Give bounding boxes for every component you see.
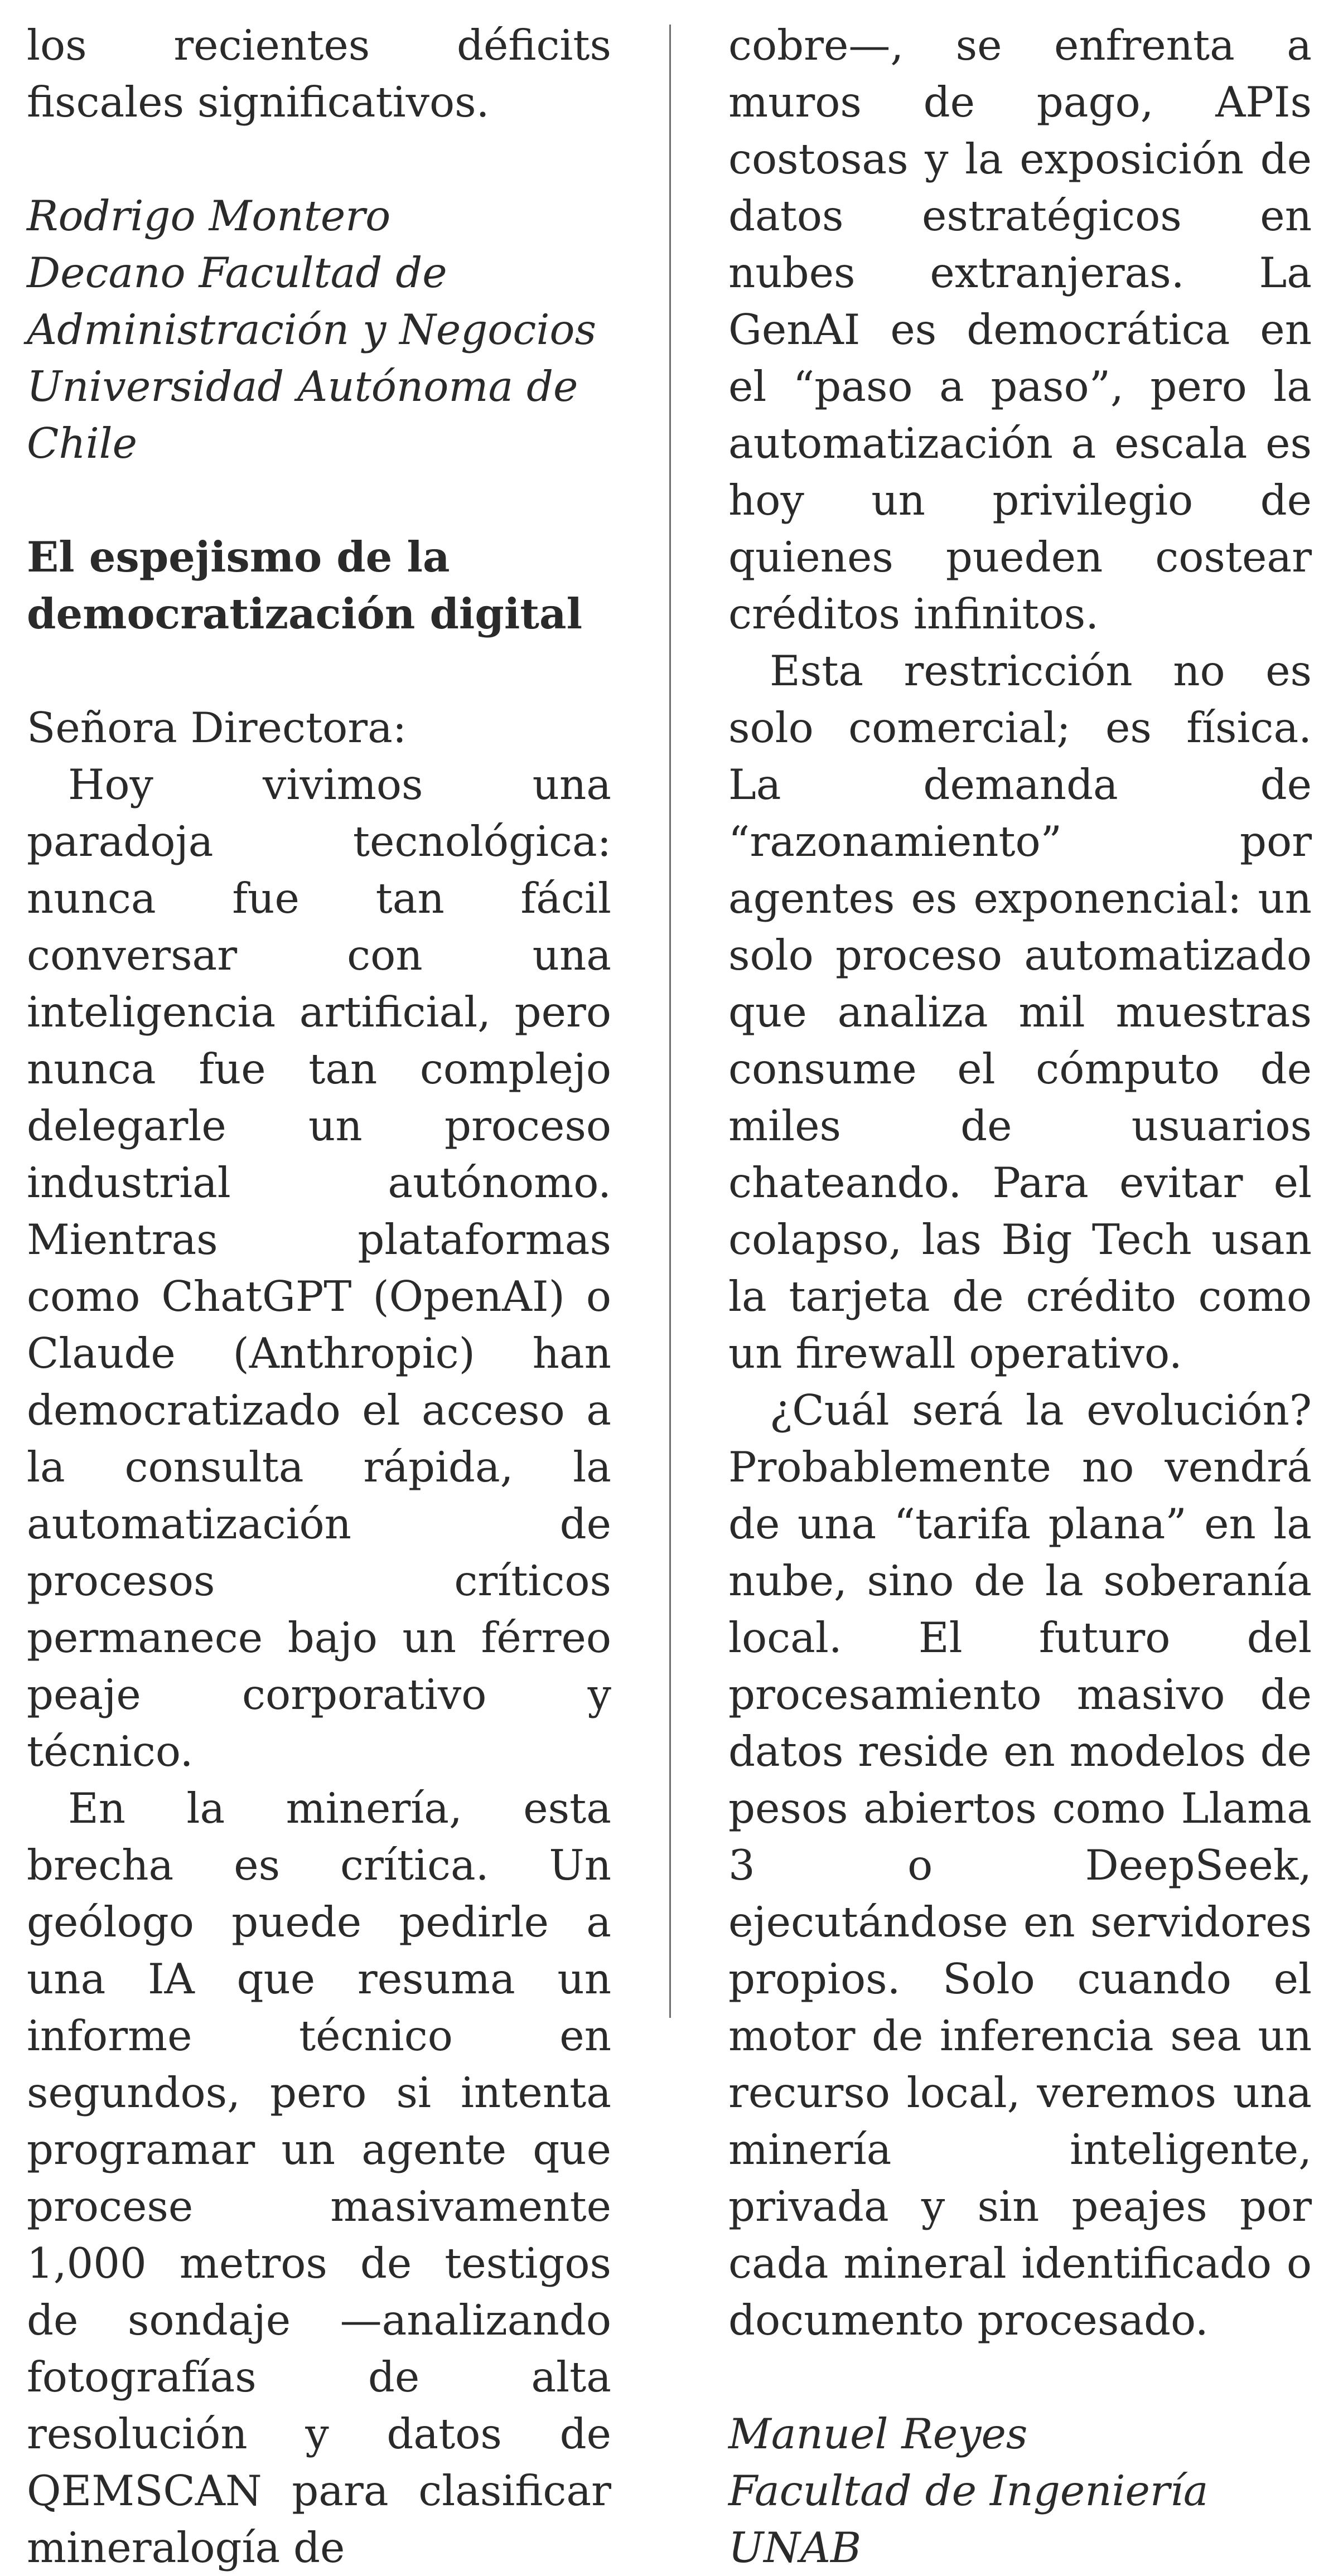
paragraph-1: Hoy vivimos una paradoja tecnológica: nunca fue tan fácil conversar con una inteligencia artificial, pero nunca fue tan complejo delegarle un proceso industrial autónomo. Mientras plataformas como ChatGPT (OpenAI) o Claude (Anthropic) han democratizado el acceso a la consulta rápida, la automatización de procesos críticos permanece bajo un férreo peaje corporativo y técnico. [27,760,611,1776]
letter-title: El espejismo de la democratización digital [27,532,583,638]
salutation: Señora Directora: [27,703,407,752]
left-column [27,17,611,2576]
paragraph-4: ¿Cuál será la evolución? Probablemente no vendrá de una “tarifa plana” en la nube, sino de la soberanía local. El futuro del procesamiento masivo de datos reside en modelos de pesos abiertos como Llama 3 o DeepSeek, ejecutándose en servidores propios. Solo cuando el motor de inferencia sea un recurso local, veremos una minería inteligente, privada y sin peajes por cada mineral identificado o documento procesado. [728,1386,1312,2345]
signature-name: Manuel Reyes [728,2409,1028,2458]
signature-block-reyes [728,2405,1312,2576]
paragraph-2-start: En la minería, esta brecha es crítica. Un geólogo puede pedirle a una IA que resuma un informe técnico en segundos, pero si intenta programar un agente que procese masivamente 1,000 metros de testigos de sondaje —analizando fotografías de alta resolución y datos de QEMSCAN para clasificar mineralogía de [27,1784,611,2572]
intro-text: los recientes déficits fiscales significativos. [27,21,611,127]
column-divider [669,25,671,2018]
paragraph-3: Esta restricción no es solo comercial; es física. La demanda de “razonamiento” por agentes es exponencial: un solo proceso automatizado que analiza mil muestras consume el cómputo de miles de usuarios chateando. Para evitar el colapso, las Big Tech usan la tarjeta de crédito como un firewall operativo. [728,646,1312,1378]
signature-title: Decano Facultad de Administración y Negocios Universidad Autónoma de Chile [27,248,597,468]
right-column [728,17,1312,2576]
signature-name: Rodrigo Montero [27,191,391,240]
signature-affiliation: Facultad de Ingeniería UNAB [728,2466,1209,2572]
signature-block-montero [27,187,611,472]
paragraph-2-end: cobre—, se enfrenta a muros de pago, APIs costosas y la exposición de datos estratégicos en nubes extranjeras. La GenAI es democrática en el “paso a paso”, pero la automatización a escala es hoy un privilegio de quienes pueden costear créditos infinitos. [728,21,1312,638]
